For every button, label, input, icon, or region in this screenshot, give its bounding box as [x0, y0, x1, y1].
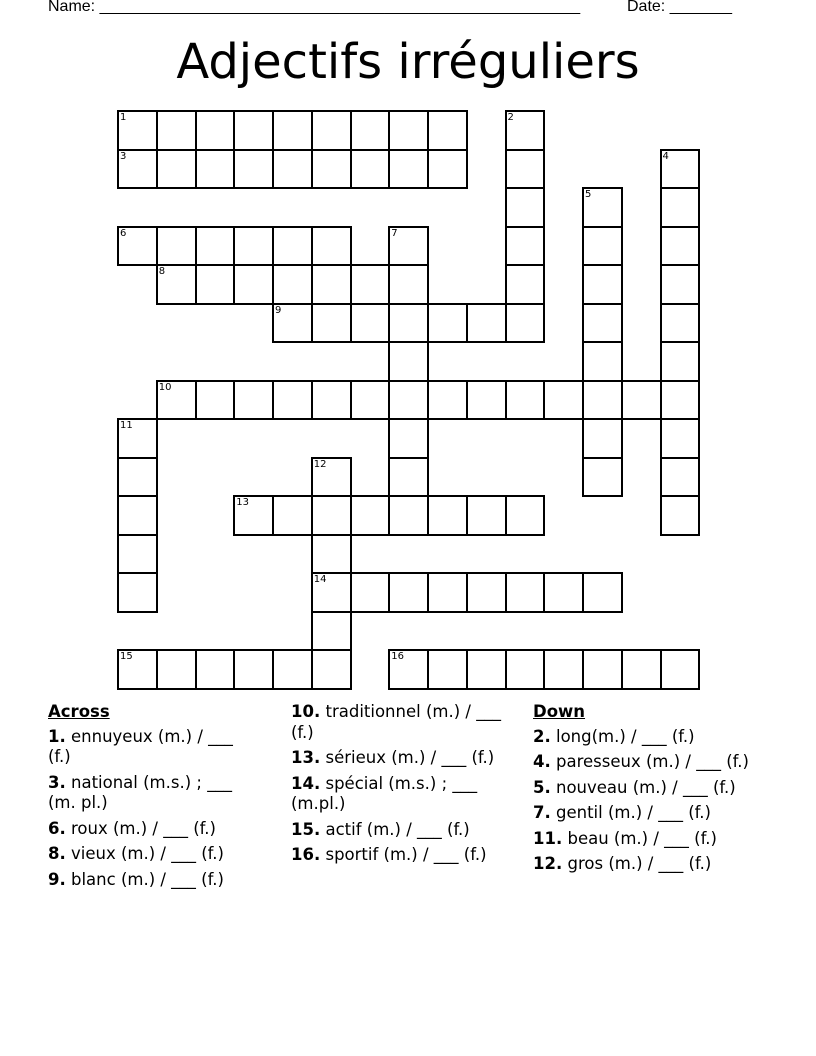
grid-cell[interactable] — [117, 110, 158, 151]
grid-cell[interactable] — [233, 264, 274, 305]
clue-text: blanc (m.) / ___ (f.) — [71, 869, 224, 889]
grid-cell[interactable] — [582, 303, 623, 344]
clue-text: long(m.) / ___ (f.) — [556, 726, 695, 746]
clue-number: 6. — [48, 818, 66, 838]
clue-number: 14. — [291, 773, 321, 793]
page-title: Adjectifs irréguliers — [176, 34, 640, 90]
grid-cell[interactable] — [117, 649, 158, 690]
grid-cell[interactable] — [311, 380, 352, 421]
clue-number-label: 2 — [507, 112, 514, 123]
clue-item — [533, 778, 763, 799]
grid-cell[interactable] — [427, 649, 468, 690]
clue-number: 7. — [533, 803, 551, 822]
grid-cell[interactable] — [582, 418, 623, 459]
clue-number-label: 5 — [585, 189, 592, 200]
clue-number-label: 11 — [120, 420, 133, 431]
grid-cell[interactable] — [427, 149, 468, 190]
clue-text: nouveau (m.) / ___ (f.) — [556, 777, 736, 797]
grid-cell[interactable] — [388, 649, 429, 690]
grid-cell[interactable] — [350, 380, 391, 421]
clue-number: 15. — [291, 819, 321, 839]
clue-item — [48, 870, 248, 891]
clue-item — [291, 820, 516, 841]
grid-cell[interactable] — [466, 495, 507, 536]
grid-cell[interactable] — [311, 264, 352, 305]
grid-cell[interactable] — [233, 226, 274, 267]
grid-cell[interactable] — [427, 303, 468, 344]
grid-cell[interactable] — [272, 380, 313, 421]
grid-cell[interactable] — [233, 110, 274, 151]
clue-item — [48, 727, 248, 768]
grid-cell[interactable] — [388, 110, 429, 151]
date-line: Date: _______ — [627, 0, 732, 15]
grid-cell[interactable] — [466, 649, 507, 690]
grid-cell[interactable] — [272, 264, 313, 305]
clue-number-label: 13 — [236, 497, 249, 508]
grid-cell[interactable] — [117, 149, 158, 190]
across-clue-list-continued — [291, 702, 516, 866]
grid-cell[interactable] — [621, 380, 662, 421]
grid-cell[interactable] — [117, 572, 158, 613]
grid-cell[interactable] — [350, 303, 391, 344]
clue-number-label: 14 — [313, 574, 327, 585]
grid-cell[interactable] — [117, 226, 158, 267]
grid-cell[interactable] — [660, 303, 701, 344]
grid-cell[interactable] — [427, 110, 468, 151]
grid-cell[interactable] — [660, 495, 701, 536]
clue-number: 10. — [291, 702, 321, 721]
down-heading: Down — [533, 702, 586, 721]
grid-cell[interactable] — [660, 341, 701, 382]
grid-cell[interactable] — [350, 149, 391, 190]
clue-item — [533, 803, 763, 824]
grid-cell[interactable] — [505, 110, 546, 151]
grid-cell[interactable] — [311, 495, 352, 536]
grid-cell[interactable] — [660, 264, 701, 305]
clue-text: vieux (m.) / ___ (f.) — [71, 844, 224, 863]
clue-number: 8. — [48, 844, 66, 863]
grid-cell[interactable] — [195, 649, 236, 690]
grid-cell[interactable] — [660, 149, 701, 190]
grid-cell[interactable] — [660, 457, 701, 498]
grid-cell[interactable] — [582, 457, 623, 498]
clue-item — [291, 702, 516, 743]
grid-cell[interactable] — [388, 380, 429, 421]
clue-text: traditionnel (m.) / ___ (f.) — [291, 702, 501, 742]
across-heading: Across — [48, 702, 110, 721]
clue-item — [533, 854, 763, 875]
clue-number-label: 16 — [391, 651, 404, 662]
grid-cell[interactable] — [195, 264, 236, 305]
clue-item — [291, 774, 516, 815]
down-clue-list — [533, 727, 763, 875]
clue-number: 4. — [533, 752, 551, 771]
grid-cell[interactable] — [233, 149, 274, 190]
clue-number-label: 9 — [275, 304, 282, 316]
clue-number-label: 1 — [120, 112, 127, 123]
grid-cell[interactable] — [311, 611, 352, 652]
clue-item — [291, 845, 516, 866]
grid-cell[interactable] — [466, 380, 507, 421]
grid-cell[interactable] — [272, 110, 313, 151]
grid-cell[interactable] — [311, 534, 352, 575]
grid-cell[interactable] — [350, 110, 391, 151]
clue-text: beau (m.) / ___ (f.) — [567, 828, 717, 848]
grid-cell[interactable] — [156, 264, 197, 305]
grid-cell[interactable] — [388, 495, 429, 536]
clue-number: 5. — [533, 777, 551, 797]
grid-cell[interactable] — [543, 380, 584, 421]
clue-number: 16. — [291, 845, 321, 864]
grid-cell[interactable] — [582, 341, 623, 382]
clue-number-label: 15 — [120, 651, 133, 662]
grid-cell[interactable] — [582, 226, 623, 267]
clue-number: 13. — [291, 748, 321, 767]
grid-cell[interactable] — [660, 418, 701, 459]
clue-text: spécial (m.s.) ; ___ (m.pl.) — [291, 773, 478, 813]
clue-number: 2. — [533, 726, 551, 746]
clue-number-label: 7 — [391, 227, 398, 239]
clue-number-label: 6 — [120, 227, 127, 239]
grid-cell[interactable] — [388, 226, 429, 267]
clue-item — [48, 773, 248, 814]
clue-item — [533, 829, 763, 850]
grid-cell[interactable] — [660, 187, 701, 228]
grid-cell[interactable] — [117, 418, 158, 459]
clue-text: gentil (m.) / ___ (f.) — [556, 803, 711, 822]
grid-cell[interactable] — [156, 226, 197, 267]
grid-cell[interactable] — [660, 226, 701, 267]
grid-cell[interactable] — [195, 380, 236, 421]
grid-cell[interactable] — [117, 534, 158, 575]
clue-item — [48, 844, 248, 865]
clue-item — [48, 819, 248, 840]
grid-cell[interactable] — [350, 572, 391, 613]
grid-cell[interactable] — [233, 380, 274, 421]
grid-cell[interactable] — [505, 572, 546, 613]
grid-cell[interactable] — [156, 649, 197, 690]
across-clue-list — [48, 727, 248, 891]
grid-cell[interactable] — [543, 649, 584, 690]
grid-cell[interactable] — [156, 110, 197, 151]
grid-cell[interactable] — [505, 226, 546, 267]
grid-cell[interactable] — [505, 149, 546, 190]
clue-item — [533, 752, 763, 773]
grid-cell[interactable] — [505, 649, 546, 690]
across-column-2 — [291, 702, 516, 871]
clue-text: sportif (m.) / ___ (f.) — [325, 845, 487, 864]
clue-text: sérieux (m.) / ___ (f.) — [325, 748, 495, 767]
grid-cell[interactable] — [582, 649, 623, 690]
grid-cell[interactable] — [195, 226, 236, 267]
grid-cell[interactable] — [156, 149, 197, 190]
grid-cell[interactable] — [660, 380, 701, 421]
grid-cell[interactable] — [311, 303, 352, 344]
grid-cell[interactable] — [350, 264, 391, 305]
grid-cell[interactable] — [466, 303, 507, 344]
clue-number-label: 4 — [662, 150, 669, 162]
clue-item — [291, 748, 516, 769]
clue-number-label: 3 — [120, 150, 127, 162]
grid-cell[interactable] — [660, 649, 701, 690]
name-line: Name: ______________________________________________________ — [48, 0, 581, 15]
grid-cell[interactable] — [427, 495, 468, 536]
grid-cell[interactable] — [156, 380, 197, 421]
clue-text: roux (m.) / ___ (f.) — [71, 818, 216, 838]
grid-cell[interactable] — [582, 264, 623, 305]
grid-cell[interactable] — [311, 149, 352, 190]
grid-cell[interactable] — [272, 303, 313, 344]
grid-cell[interactable] — [582, 187, 623, 228]
grid-cell[interactable] — [466, 572, 507, 613]
grid-cell[interactable] — [505, 187, 546, 228]
clue-number-label: 8 — [158, 266, 166, 277]
clue-number: 1. — [48, 726, 66, 746]
grid-cell[interactable] — [117, 457, 158, 498]
grid-cell[interactable] — [388, 457, 429, 498]
grid-cell[interactable] — [311, 572, 352, 613]
clue-number-label: 10 — [158, 381, 172, 393]
grid-cell[interactable] — [427, 380, 468, 421]
grid-cell[interactable] — [582, 572, 623, 613]
grid-cell[interactable] — [388, 418, 429, 459]
clue-text: paresseux (m.) / ___ (f.) — [556, 752, 749, 771]
down-column — [533, 702, 763, 880]
grid-cell[interactable] — [388, 303, 429, 344]
grid-cell[interactable] — [621, 649, 662, 690]
grid-cell[interactable] — [505, 380, 546, 421]
grid-cell[interactable] — [311, 457, 352, 498]
clue-number: 9. — [48, 869, 66, 889]
grid-cell[interactable] — [388, 149, 429, 190]
grid-cell[interactable] — [505, 303, 546, 344]
grid-cell[interactable] — [505, 495, 546, 536]
clue-number: 12. — [533, 854, 563, 873]
clue-text: actif (m.) / ___ (f.) — [325, 819, 470, 839]
clue-item — [533, 727, 763, 748]
grid-cell[interactable] — [233, 495, 274, 536]
grid-cell[interactable] — [272, 495, 313, 536]
grid-cell[interactable] — [388, 341, 429, 382]
grid-cell[interactable] — [311, 649, 352, 690]
clue-text: gros (m.) / ___ (f.) — [567, 854, 712, 873]
grid-cell[interactable] — [427, 572, 468, 613]
grid-cell[interactable] — [350, 495, 391, 536]
grid-cell[interactable] — [195, 149, 236, 190]
grid-cell[interactable] — [388, 572, 429, 613]
grid-cell[interactable] — [272, 649, 313, 690]
grid-cell[interactable] — [505, 264, 546, 305]
grid-cell[interactable] — [195, 110, 236, 151]
clue-number-label: 12 — [313, 458, 327, 470]
clue-number: 11. — [533, 828, 563, 848]
grid-cell[interactable] — [388, 264, 429, 305]
clue-number: 3. — [48, 772, 66, 792]
grid-cell[interactable] — [272, 149, 313, 190]
grid-cell[interactable] — [543, 572, 584, 613]
clue-text: ennuyeux (m.) / ___ (f.) — [48, 726, 233, 766]
grid-cell[interactable] — [233, 649, 274, 690]
grid-cell[interactable] — [582, 380, 623, 421]
across-column-1 — [48, 702, 248, 895]
grid-cell[interactable] — [117, 495, 158, 536]
grid-cell[interactable] — [311, 110, 352, 151]
grid-cell[interactable] — [272, 226, 313, 267]
grid-cell[interactable] — [311, 226, 352, 267]
clue-text: national (m.s.) ; ___ (m. pl.) — [48, 772, 232, 812]
